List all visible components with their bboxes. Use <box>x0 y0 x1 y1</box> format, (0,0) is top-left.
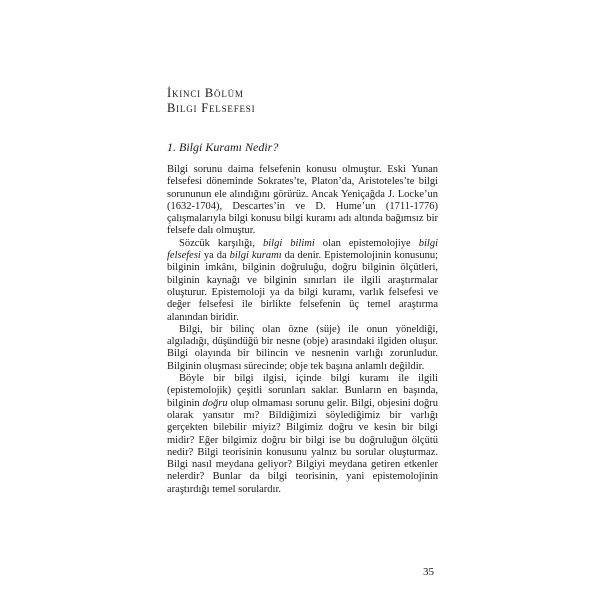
text-run: Böyle bir bilgi ilgisi, içinde bilgi kuramı ile ilgili (epistemolojik) çeşitli sorunları saklar. Bunların en başında, bilginin <box>167 373 438 409</box>
page-number: 35 <box>423 566 434 578</box>
paragraph-3 <box>167 324 438 373</box>
paragraph-2 <box>167 238 438 324</box>
text-run: olan epistemolojiye <box>314 237 419 249</box>
text-run: Bilgi, bir bilinç olan özne (süje) ile onun yöneldiği, algıladığı, düşündüğü bir nesne (obje) arasındaki ilgiden oluşur. Bilgi olayında bir bilincin ve nesnenin varlığı zorunludur. Bilginin oluşması sürecinde; obje tek başına anlamlı değildir. <box>167 323 438 372</box>
text-run: Bilgi sorunu daima felsefenin konusu olmuştur. Eski Yunan felsefesi döneminde Sokrates’te, Platon’da, Aristoteles’te bilgi sorununun ele alındığını görürüz. Ancak Yeniçağda J. Locke’un (1632-1704), Descartes’in ve D. Hume’un (1711-1776) çalışmalarıyla bilgi konusu bilgi kuramı adı altında bağımsız bir felsefe dalı olmuştur. <box>167 164 438 237</box>
chapter-title: Bilgi Felsefesi <box>167 101 256 115</box>
chapter-label: İkinci Bölüm <box>167 86 244 100</box>
body-text <box>167 164 438 496</box>
emphasized-term: bilgi kuramı <box>229 250 282 262</box>
text-run: Sözcük karşılığı, <box>179 237 263 249</box>
paragraph-1 <box>167 164 438 238</box>
text-run: ya da <box>200 250 230 262</box>
text-run: da denir. Epistemolojinin konusunu; bilginin imkânı, bilginin doğruluğu, doğru bilginin ölçütleri, bilginin kaynağı ve bilginin sınırları ile ilgili araştırmalar oluşturur. Epistemoloji ya da bilgi kuramı, varlık felsefesi ve değer felsefesi ile birlikte felsefenin üç temel araştırma alanından biridir. <box>167 250 438 323</box>
emphasized-term: bilgi bilimi <box>262 237 315 249</box>
paragraph-4 <box>167 373 438 496</box>
emphasized-term: doğru <box>202 397 228 409</box>
text-run: olup olmaması sorunu gelir. Bilgi, objesini doğru olarak yansıtır mı? Bildiğimizi söylediğimiz bir varlığı gerçekten bilebilir miyiz? Bilgimiz doğru ve kesin bir bilgi midir? Eğer bilgimiz doğru bir bilgi ise bu doğruluğun ölçütü nedir? Bilgi teorisinin konusunu yalnız bu sorular oluşturmaz. Bilgi nasıl meydana geliyor? Bilgiyi meydana getiren etkenler nelerdir? Bunlar da bilgi teorisinin, yani epistemolojinin araştırdığı temel sorulardır. <box>167 397 438 495</box>
emphasized-term: bilgi felsefesi <box>167 237 438 262</box>
section-title: 1. Bilgi Kuramı Nedir? <box>167 140 279 154</box>
chapter-heading <box>167 86 255 116</box>
